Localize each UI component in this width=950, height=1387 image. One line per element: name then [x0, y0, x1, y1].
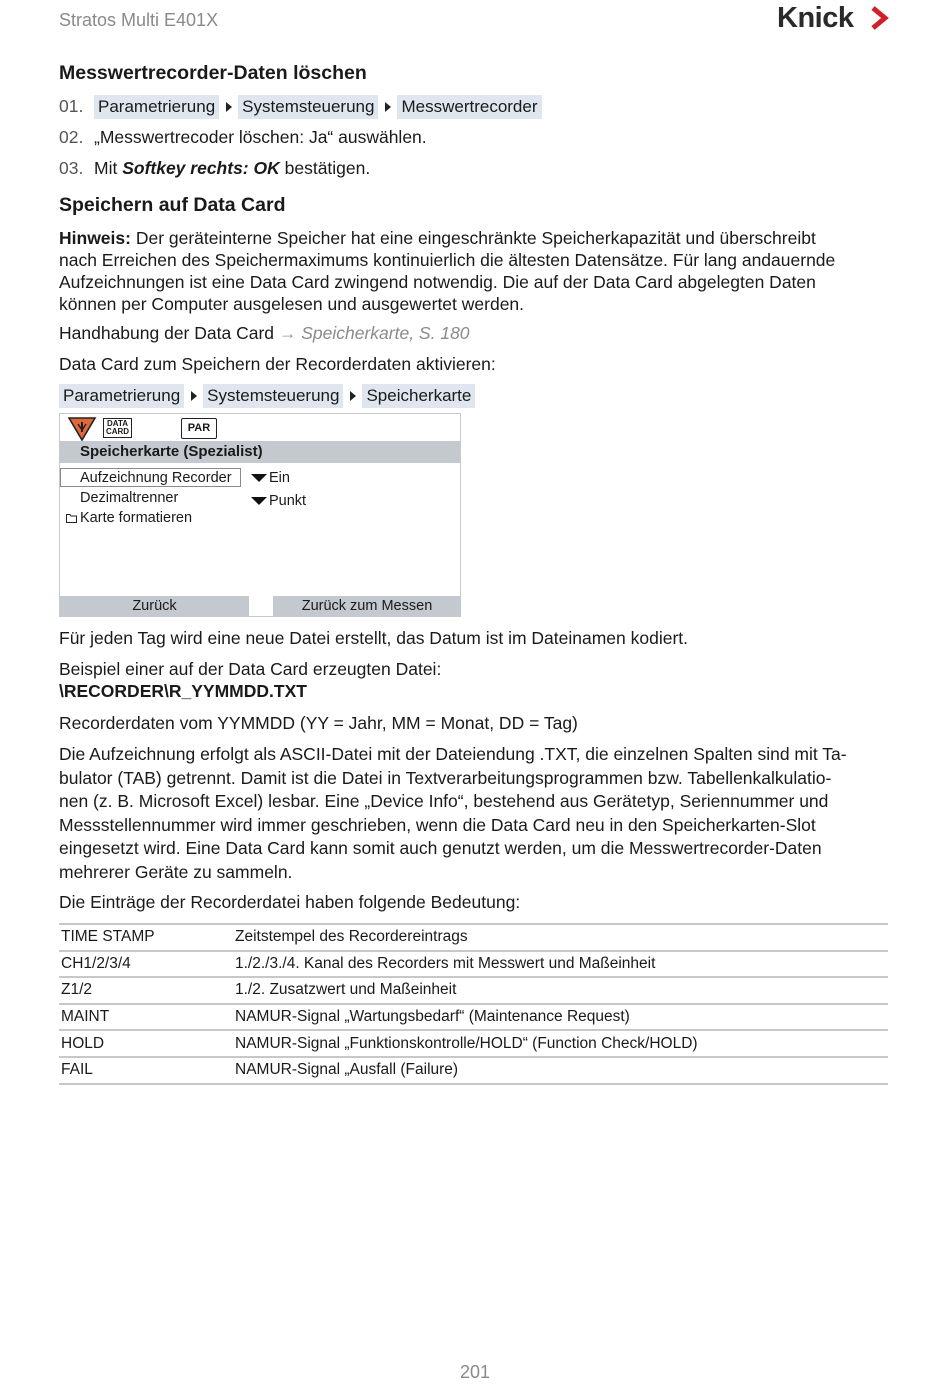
- datacard-icon: DATA CARD: [103, 418, 132, 438]
- dropdown-arrow-icon[interactable]: [251, 497, 267, 505]
- table-value: 1./2./3./4. Kanal des Recorders mit Messwert und Maßeinheit: [233, 951, 888, 978]
- table-value: NAMUR-Signal „Wartungsbedarf“ (Maintenance Request): [233, 1004, 888, 1031]
- breadcrumb-item[interactable]: Parametrierung: [94, 95, 219, 119]
- page-reference-link[interactable]: Speicherkarte, S. 180: [296, 323, 470, 343]
- ex-warning-icon: [67, 417, 97, 441]
- breadcrumb-item[interactable]: Systemsteuerung: [238, 95, 378, 119]
- menu-item-format-card[interactable]: Karte formatieren: [80, 510, 193, 526]
- softkey-left-back[interactable]: Zurück: [60, 596, 249, 617]
- table-row: [59, 1057, 888, 1084]
- step-text: „Messwertrecoder löschen: Ja“ auswählen.: [94, 127, 427, 147]
- table-key: HOLD: [59, 1030, 233, 1057]
- table-key: CH1/2/3/4: [59, 951, 233, 978]
- folder-icon: [66, 513, 77, 523]
- table-row: [59, 1004, 888, 1031]
- table-value: NAMUR-Signal „Ausfall (Failure): [233, 1057, 888, 1084]
- example-filename: \RECORDER\R_YYMMDD.TXT: [59, 681, 307, 701]
- table-row: [59, 924, 888, 951]
- chevron-right-icon: [869, 6, 891, 30]
- table-row: [59, 1030, 888, 1057]
- handling-reference: Handhabung der Data Card → Speicherkarte, S. 180: [59, 323, 470, 343]
- table-row: [59, 951, 888, 978]
- paragraph-ascii-file: Die Aufzeichnung erfolgt als ASCII-Datei mit der Dateiendung .TXT, die einzelnen Spalten sind mit Ta- bulator (TAB) getrennt. Damit ist die Datei in Textverarbeitungsprogrammen bzw. Tabellenkalkulatio- nen (z. B. Microsoft Excel) lesbar. Eine „Device Info“, bestehend aus Gerätetyp, Seriennummer und Messstellennummer wird immer geschrieben, wenn die Data Card neu in den Speicherkarten-Slot eingesetzt wird. Eine Data Card kann somit auch genutzt werden, um die Messwertrecorder-Daten mehrerer Geräte zu sammeln.: [59, 744, 847, 882]
- breadcrumb-item[interactable]: Systemsteuerung: [203, 384, 343, 408]
- triangle-right-icon: [350, 391, 356, 401]
- screen-title: Speicherkarte (Spezialist): [60, 441, 460, 463]
- table-key: Z1/2: [59, 977, 233, 1004]
- step-number: 02.: [59, 127, 84, 147]
- decimal-value[interactable]: Punkt: [269, 493, 307, 509]
- page-number: 201: [459, 1362, 491, 1382]
- table-key: MAINT: [59, 1004, 233, 1031]
- triangle-right-icon: [385, 102, 391, 112]
- recorder-entries-table: [59, 923, 888, 1085]
- step-number: 03.: [59, 158, 84, 178]
- note-paragraph: Hinweis: Der geräteinterne Speicher hat eine eingeschränkte Speicherkapazität und überschreibt nach Erreichen des Speichermaximums kontinuierlich die ältesten Datensätze. Für lang andauernde Aufzeichnungen ist eine Data Card zwingend notwendig. Die auf der Data Card abgelegten Daten können per Computer ausgelesen und ausgewertet werden.: [59, 228, 836, 314]
- section-heading-delete: Messwertrecorder-Daten löschen: [59, 62, 367, 84]
- breadcrumb-recorder: [94, 95, 542, 119]
- triangle-right-icon: [191, 391, 197, 401]
- breadcrumb-item[interactable]: Speicherkarte: [362, 384, 475, 408]
- knick-logo: Knick: [777, 2, 854, 34]
- device-screen: [59, 413, 461, 617]
- table-row: [59, 977, 888, 1004]
- table-key: FAIL: [59, 1057, 233, 1084]
- table-value: Zeitstempel des Recordereintrags: [233, 924, 888, 951]
- document-title: Stratos Multi E401X: [59, 10, 219, 30]
- breadcrumb-item[interactable]: Parametrierung: [59, 384, 184, 408]
- paragraph-daily-file: Für jeden Tag wird eine neue Datei erstellt, das Datum ist im Dateinamen kodiert.: [59, 628, 689, 648]
- table-value: 1./2. Zusatzwert und Maßeinheit: [233, 977, 888, 1004]
- paragraph-entries-intro: Die Einträge der Recorderdatei haben folgende Bedeutung:: [59, 892, 521, 912]
- menu-item-recorder[interactable]: Aufzeichnung Recorder: [80, 470, 232, 486]
- activate-text: Data Card zum Speichern der Recorderdaten aktivieren:: [59, 354, 496, 374]
- recorder-value[interactable]: Ein: [269, 470, 290, 486]
- softkey-right-back-to-measure[interactable]: Zurück zum Messen: [273, 596, 461, 617]
- step-number: 01.: [59, 96, 84, 116]
- section-heading-datacard: Speichern auf Data Card: [59, 194, 286, 216]
- paragraph-date-format: Recorderdaten vom YYMMDD (YY = Jahr, MM = Monat, DD = Tag): [59, 713, 578, 733]
- breadcrumb-datacard: [59, 384, 475, 408]
- menu-item-decimal[interactable]: Dezimaltrenner: [80, 490, 179, 506]
- paragraph-example-file: Beispiel einer auf der Data Card erzeugten Datei: \RECORDER\R_YYMMDD.TXT: [59, 659, 442, 701]
- par-mode-badge: PAR: [181, 418, 217, 439]
- step-text: Mit Softkey rechts: OK bestätigen.: [94, 158, 371, 178]
- dropdown-arrow-icon[interactable]: [251, 474, 267, 482]
- table-key: TIME STAMP: [59, 924, 233, 951]
- triangle-right-icon: [226, 102, 232, 112]
- breadcrumb-item[interactable]: Messwertrecorder: [397, 95, 541, 119]
- table-value: NAMUR-Signal „Funktionskontrolle/HOLD“ (Function Check/HOLD): [233, 1030, 888, 1057]
